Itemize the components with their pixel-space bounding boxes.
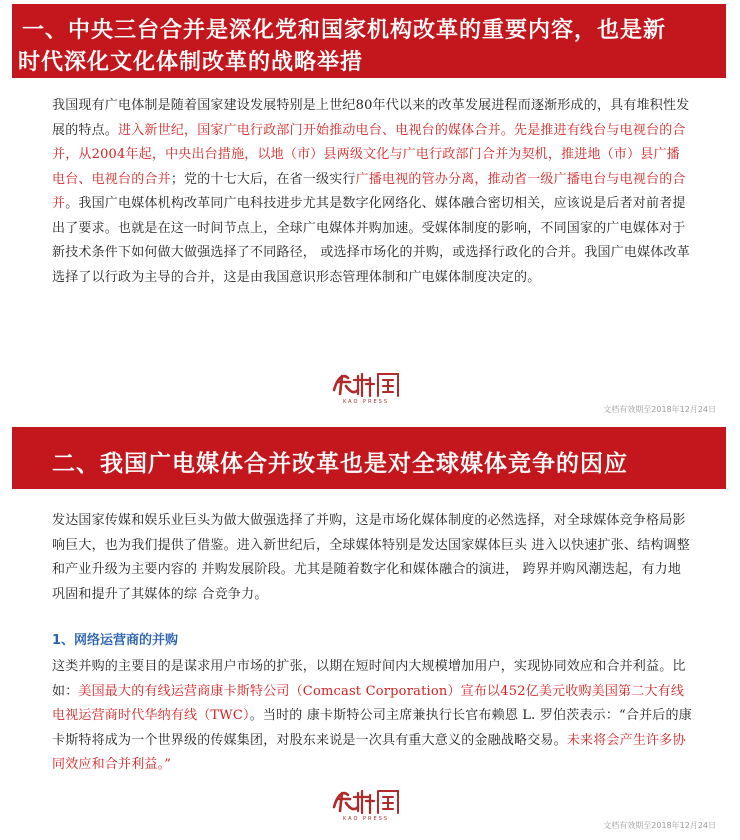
para-run-highlight: 美国最大的有线运营商康卡斯特公司（Comcast Corporation）宣布以452亿美元收购美国第二大有线电视运营商时代华纳有线（TWC）	[52, 683, 685, 723]
kao-press-logo	[328, 785, 404, 825]
para-run-highlight: 广播电视的管办分离，推动省一级广播电台与电视台的合并	[52, 171, 686, 211]
validity-footer: 文档有效期至2018年12月24日	[603, 821, 716, 830]
section1-title-line2: 时代深化文化体制改革的战略举措	[18, 50, 364, 75]
validity-footer: 文档有效期至2018年12月24日	[603, 405, 716, 414]
para-run-highlight: 进入新世纪，国家广电行政部门开始推动电台、电视台的媒体合并。先是推进有线台与电视台的合并，从2004年起，中央出台措施，以地（市）县两级文化与广电行政部门合并为契机，推进地（市）县广播电台、电视台的合并	[52, 122, 686, 187]
kao-press-logo	[328, 368, 404, 408]
section2-banner	[12, 427, 726, 489]
kao-press-logo-mark	[328, 368, 404, 398]
para-run: 我国现有广电体制是随着国家建设发展特别是上世纪80年代以来的改革发展进程而逐渐形成的，具有堆积性发展的特点。	[52, 98, 690, 138]
logo-subtext: KAO PRESS	[342, 399, 390, 405]
para-run: 这类并购的主要目的是谋求用户市场的扩张，以期在短时间内大规模增加用户，实现协同效应和合并利益。比如：	[52, 659, 686, 699]
section1-title-line1: 一、中央三台合并是深化党和国家机构改革的重要内容，也是新	[22, 18, 667, 43]
para-run: 。我国广电媒体机构改革同广电科技进步尤其是数字化网络化、媒体融合密切相关，应该说是后者对前者提出了要求。也就是在这一时间节点上，全球广电媒体并购加速。受媒体制度的影响，不同国家的广电媒体对于新技术条件下如何做大做强选择了不同路径， 或选择市场化的并购，或选择行政化的合并。我国广电媒体改革选择了以行政为主导的合并，这是由我国意识形态管理体制和广电媒体制度决定的。	[52, 196, 690, 285]
section2-paragraph: 发达国家传媒和娱乐业巨头为做大做强选择了并购，这是市场化媒体制度的必然选择，对全球媒体竞争格局影响巨大，也为我们提供了借鉴。进入新世纪后，全球媒体特别是发达国家媒体巨头 进入以快速扩张、结构调整和产业升级为主要内容的 并购发展阶段。尤其是随着数字化和媒体融合的演进， 跨界并购风潮迭起，有力地巩固和提升了其媒体的综 合竞争力。	[52, 513, 690, 602]
section2-subheading: 1、网络运营商的并购	[52, 633, 179, 648]
kao-press-logo-mark	[328, 785, 404, 815]
section1-paragraph	[52, 94, 692, 290]
para-run: 。当时的 康卡斯特公司主席兼执行长官布赖恩 L. 罗伯茨表示：“合并后的康卡斯特将成为一个世界级的传媒集团，对股东来说是一次具有重大意义的金融战略交易。	[52, 708, 692, 748]
para-run: ；党的十七大后，在省一级实行	[170, 171, 356, 187]
logo-subtext: KAO PRESS	[342, 816, 390, 822]
section2-subsection-paragraph	[52, 655, 692, 778]
para-run-highlight: 未来将会产生许多协同效应和合并利益。”	[52, 732, 686, 772]
section1-banner	[12, 4, 726, 78]
section2-title: 二、我国广电媒体合并改革也是对全球媒体竞争的因应	[52, 451, 628, 477]
